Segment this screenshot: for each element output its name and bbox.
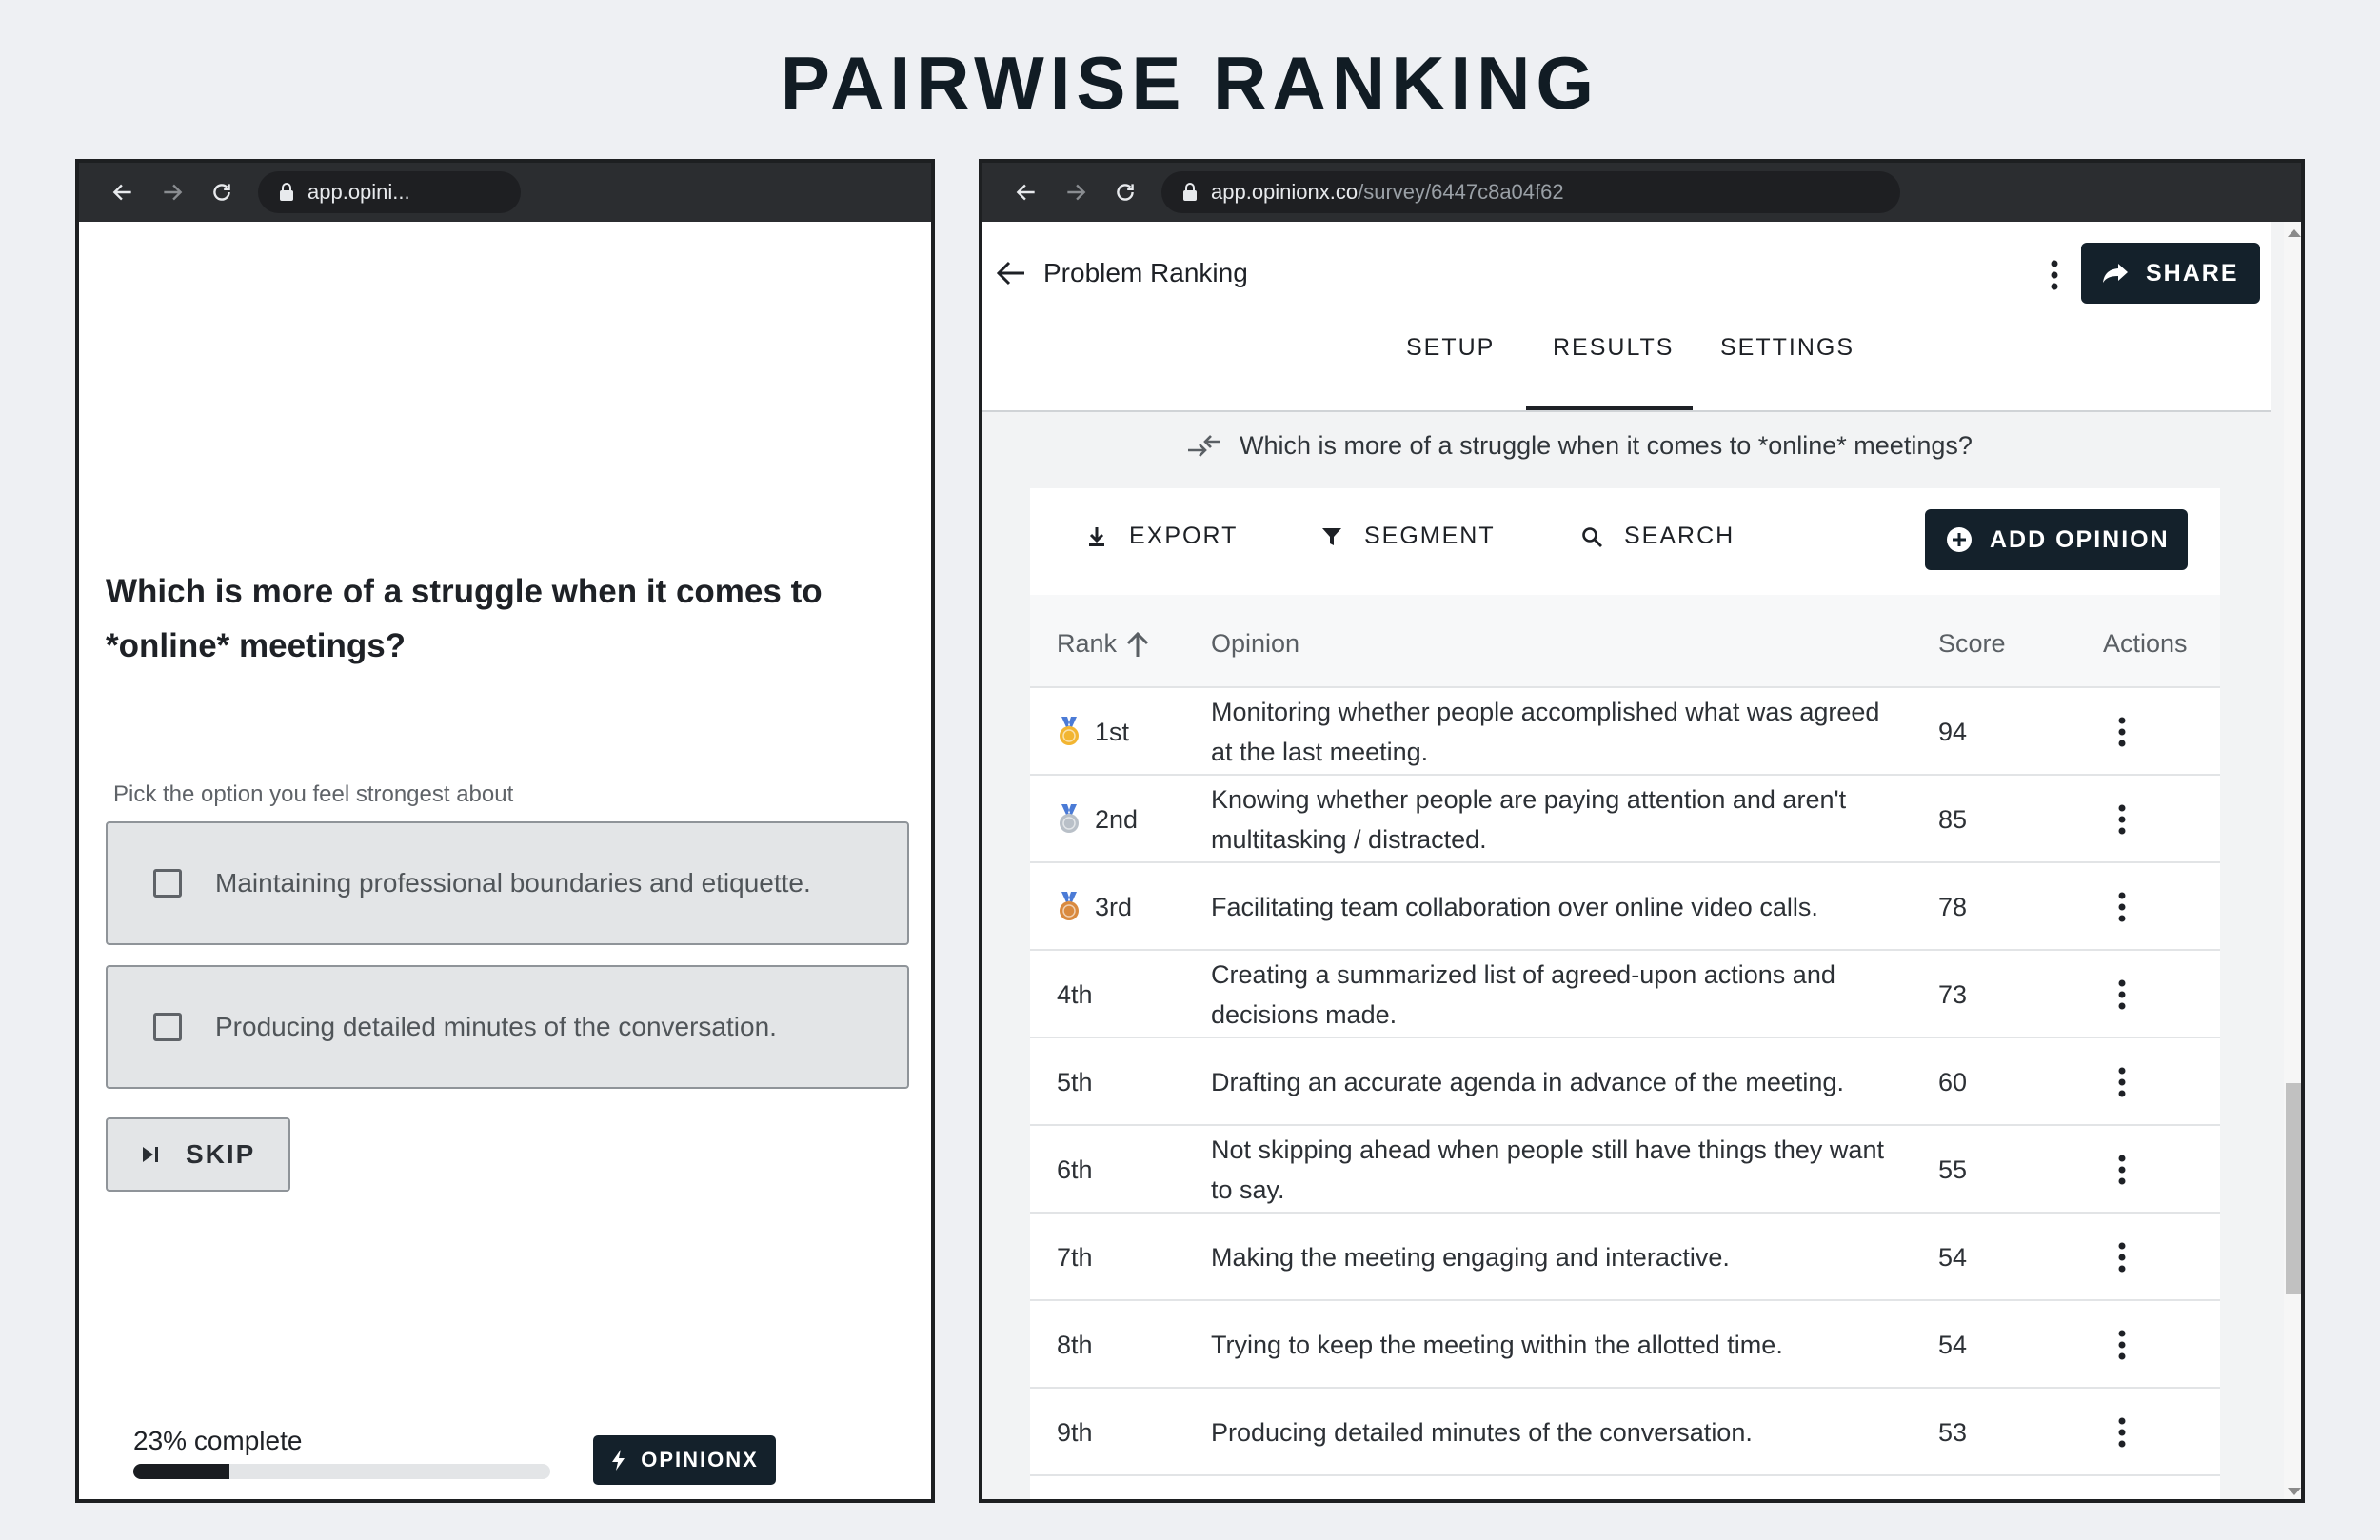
results-card — [1030, 488, 2220, 1503]
tab-setup[interactable]: SETUP — [1406, 334, 1496, 361]
score-cell: 55 — [1938, 1155, 1968, 1184]
more-vert-icon[interactable] — [2112, 1238, 2132, 1276]
checkbox-icon[interactable] — [153, 1013, 182, 1041]
rank-cell — [1057, 776, 1138, 863]
score-cell: 53 — [1938, 1417, 1968, 1447]
page-title: PAIRWISE RANKING — [780, 41, 1600, 125]
rank-column-header[interactable] — [1057, 629, 1151, 659]
export-label: EXPORT — [1129, 523, 1239, 549]
score-cell: 54 — [1938, 1242, 1968, 1272]
opinion-cell: Monitoring whether people accomplished what was agreed at the last meeting. — [1211, 698, 1880, 766]
rank-label: 3rd — [1095, 892, 1133, 921]
rank-cell — [1057, 1038, 1093, 1126]
option-card-1[interactable] — [106, 821, 909, 945]
score-cell: 73 — [1938, 979, 1968, 1009]
tab-results[interactable]: RESULTS — [1553, 334, 1675, 361]
segment-label: SEGMENT — [1364, 523, 1496, 549]
opinion-cell: Producing detailed minutes of the conversation. — [1211, 1418, 1753, 1447]
table-row — [1030, 1038, 2220, 1126]
search-label: SEARCH — [1624, 523, 1735, 549]
forward-icon[interactable] — [1051, 168, 1101, 217]
table-row — [1030, 1214, 2220, 1301]
scrollbar[interactable] — [2284, 222, 2305, 1503]
rank-label: 2nd — [1095, 804, 1139, 834]
forward-icon[interactable] — [148, 168, 197, 217]
address-bar[interactable] — [258, 171, 521, 213]
option-label-2: Producing detailed minutes of the conversation. — [215, 1012, 777, 1041]
rank-label: 7th — [1057, 1242, 1093, 1272]
opinion-cell: Drafting an accurate agenda in advance of the meeting. — [1211, 1068, 1844, 1096]
rank-cell — [1057, 688, 1129, 776]
scrollbar-thumb[interactable] — [2286, 1083, 2303, 1294]
browser-toolbar — [982, 163, 2301, 222]
address-bar[interactable] — [1161, 171, 1900, 213]
actions-column-header: Actions — [2103, 629, 2188, 658]
results-page — [982, 222, 2301, 1503]
score-column-header: Score — [1938, 629, 2006, 658]
share-button[interactable] — [2081, 243, 2260, 304]
add-circle-icon — [1946, 526, 1973, 553]
survey-question: Which is more of a struggle when it comes to *online* meetings? — [106, 573, 823, 664]
opinion-cell: Facilitating team collaboration over online video calls. — [1211, 893, 1818, 921]
url-path: /survey/6447c8a04f62 — [1358, 180, 1564, 204]
arrow-upward-icon[interactable] — [1124, 630, 1151, 659]
score-cell: 54 — [1938, 1330, 1968, 1359]
export-button[interactable] — [1085, 523, 1238, 550]
more-vert-icon[interactable] — [2112, 888, 2132, 926]
table-row — [1030, 1126, 2220, 1214]
back-icon[interactable] — [98, 168, 148, 217]
download-icon — [1085, 525, 1108, 548]
rank-label: 4th — [1057, 979, 1093, 1009]
table-row — [1030, 951, 2220, 1038]
rank-cell — [1057, 1126, 1093, 1214]
url-host: app.opinionx.co — [1211, 180, 1359, 204]
table-row — [1030, 776, 2220, 863]
app-header — [982, 222, 2271, 412]
more-vert-icon[interactable] — [2112, 1326, 2132, 1364]
more-vert-icon[interactable] — [2045, 256, 2064, 294]
more-vert-icon[interactable] — [2112, 1413, 2132, 1451]
skip-next-icon — [140, 1144, 161, 1165]
skip-button[interactable] — [106, 1117, 290, 1192]
reload-icon[interactable] — [197, 168, 247, 217]
more-vert-icon[interactable] — [2112, 800, 2132, 839]
opinion-cell: Creating a summarized list of agreed-upon actions and decisions made. — [1211, 960, 1835, 1029]
scroll-down-icon[interactable] — [2288, 1488, 2301, 1495]
progress-text: 23% complete — [133, 1426, 303, 1455]
option-label-1: Maintaining professional boundaries and etiquette. — [215, 868, 811, 898]
rank-label: 9th — [1057, 1417, 1093, 1447]
survey-hint: Pick the option you feel strongest about — [113, 781, 514, 807]
checkbox-icon[interactable] — [153, 869, 182, 898]
rank-cell — [1057, 1214, 1093, 1301]
progress-fill — [133, 1464, 229, 1479]
more-vert-icon[interactable] — [2112, 1151, 2132, 1189]
active-tab-indicator — [1526, 406, 1693, 410]
rank-cell — [1057, 863, 1132, 951]
rank-cell — [1057, 1301, 1093, 1389]
more-vert-icon[interactable] — [2112, 976, 2132, 1014]
segment-button[interactable] — [1320, 523, 1496, 550]
search-button[interactable] — [1580, 523, 1735, 550]
survey-page — [79, 222, 931, 1503]
more-vert-icon[interactable] — [2112, 1063, 2132, 1101]
gold-medal-icon — [1057, 717, 1081, 747]
share-label: SHARE — [2146, 259, 2239, 286]
rank-label: 6th — [1057, 1155, 1093, 1184]
add-opinion-button[interactable] — [1925, 509, 2188, 570]
rank-header-label: Rank — [1057, 629, 1118, 658]
bronze-medal-icon — [1057, 892, 1081, 922]
table-body — [1030, 688, 2220, 1476]
opinion-cell: Making the meeting engaging and interactive. — [1211, 1243, 1730, 1272]
filter-icon — [1320, 525, 1343, 548]
score-cell: 78 — [1938, 892, 1968, 921]
opinion-cell: Trying to keep the meeting within the allotted time. — [1211, 1331, 1783, 1359]
more-vert-icon[interactable] — [2112, 713, 2132, 751]
add-opinion-label: ADD OPINION — [1990, 525, 2170, 553]
option-card-2[interactable] — [106, 965, 909, 1089]
share-arrow-icon — [2102, 262, 2129, 285]
browser-toolbar — [79, 163, 931, 222]
table-row — [1030, 863, 2220, 951]
rank-label: 5th — [1057, 1067, 1093, 1096]
compare-arrows-icon — [1186, 433, 1222, 460]
left-browser-window — [75, 159, 935, 1503]
opinionx-brand-button[interactable] — [593, 1435, 776, 1485]
url-text: app.opini... — [307, 180, 410, 204]
table-row — [1030, 688, 2220, 776]
skip-label: SKIP — [186, 1139, 256, 1169]
progress-bar — [133, 1464, 550, 1479]
opinion-cell: Knowing whether people are paying attention and aren't multitasking / distracted. — [1211, 785, 1847, 854]
rank-cell — [1057, 1389, 1093, 1476]
reload-icon[interactable] — [1101, 168, 1150, 217]
project-title: Problem Ranking — [1043, 258, 1248, 287]
rank-cell — [1057, 951, 1093, 1038]
lock-icon — [279, 183, 294, 202]
opinion-column-header: Opinion — [1211, 629, 1300, 658]
lightning-icon — [610, 1450, 627, 1471]
table-row — [1030, 1389, 2220, 1476]
rank-label: 8th — [1057, 1330, 1093, 1359]
arrow-back-icon[interactable] — [992, 254, 1030, 292]
back-icon[interactable] — [1002, 168, 1051, 217]
question-text: Which is more of a struggle when it comes to *online* meetings? — [1240, 431, 1973, 460]
question-header — [1186, 431, 1973, 461]
table-toolbar — [1030, 488, 2220, 595]
search-icon — [1580, 525, 1603, 548]
right-browser-window — [979, 159, 2305, 1503]
table-row — [1030, 1301, 2220, 1389]
score-cell: 85 — [1938, 804, 1968, 834]
rank-label: 1st — [1095, 717, 1130, 746]
score-cell: 94 — [1938, 717, 1968, 746]
silver-medal-icon — [1057, 804, 1081, 835]
score-cell: 60 — [1938, 1067, 1968, 1096]
brand-label: OPINIONX — [641, 1448, 759, 1471]
scroll-up-icon[interactable] — [2288, 229, 2301, 237]
opinion-cell: Not skipping ahead when people still have things they want to say. — [1211, 1135, 1884, 1204]
lock-icon — [1182, 183, 1198, 202]
tab-settings[interactable]: SETTINGS — [1720, 334, 1855, 361]
table-header — [1030, 595, 2220, 688]
